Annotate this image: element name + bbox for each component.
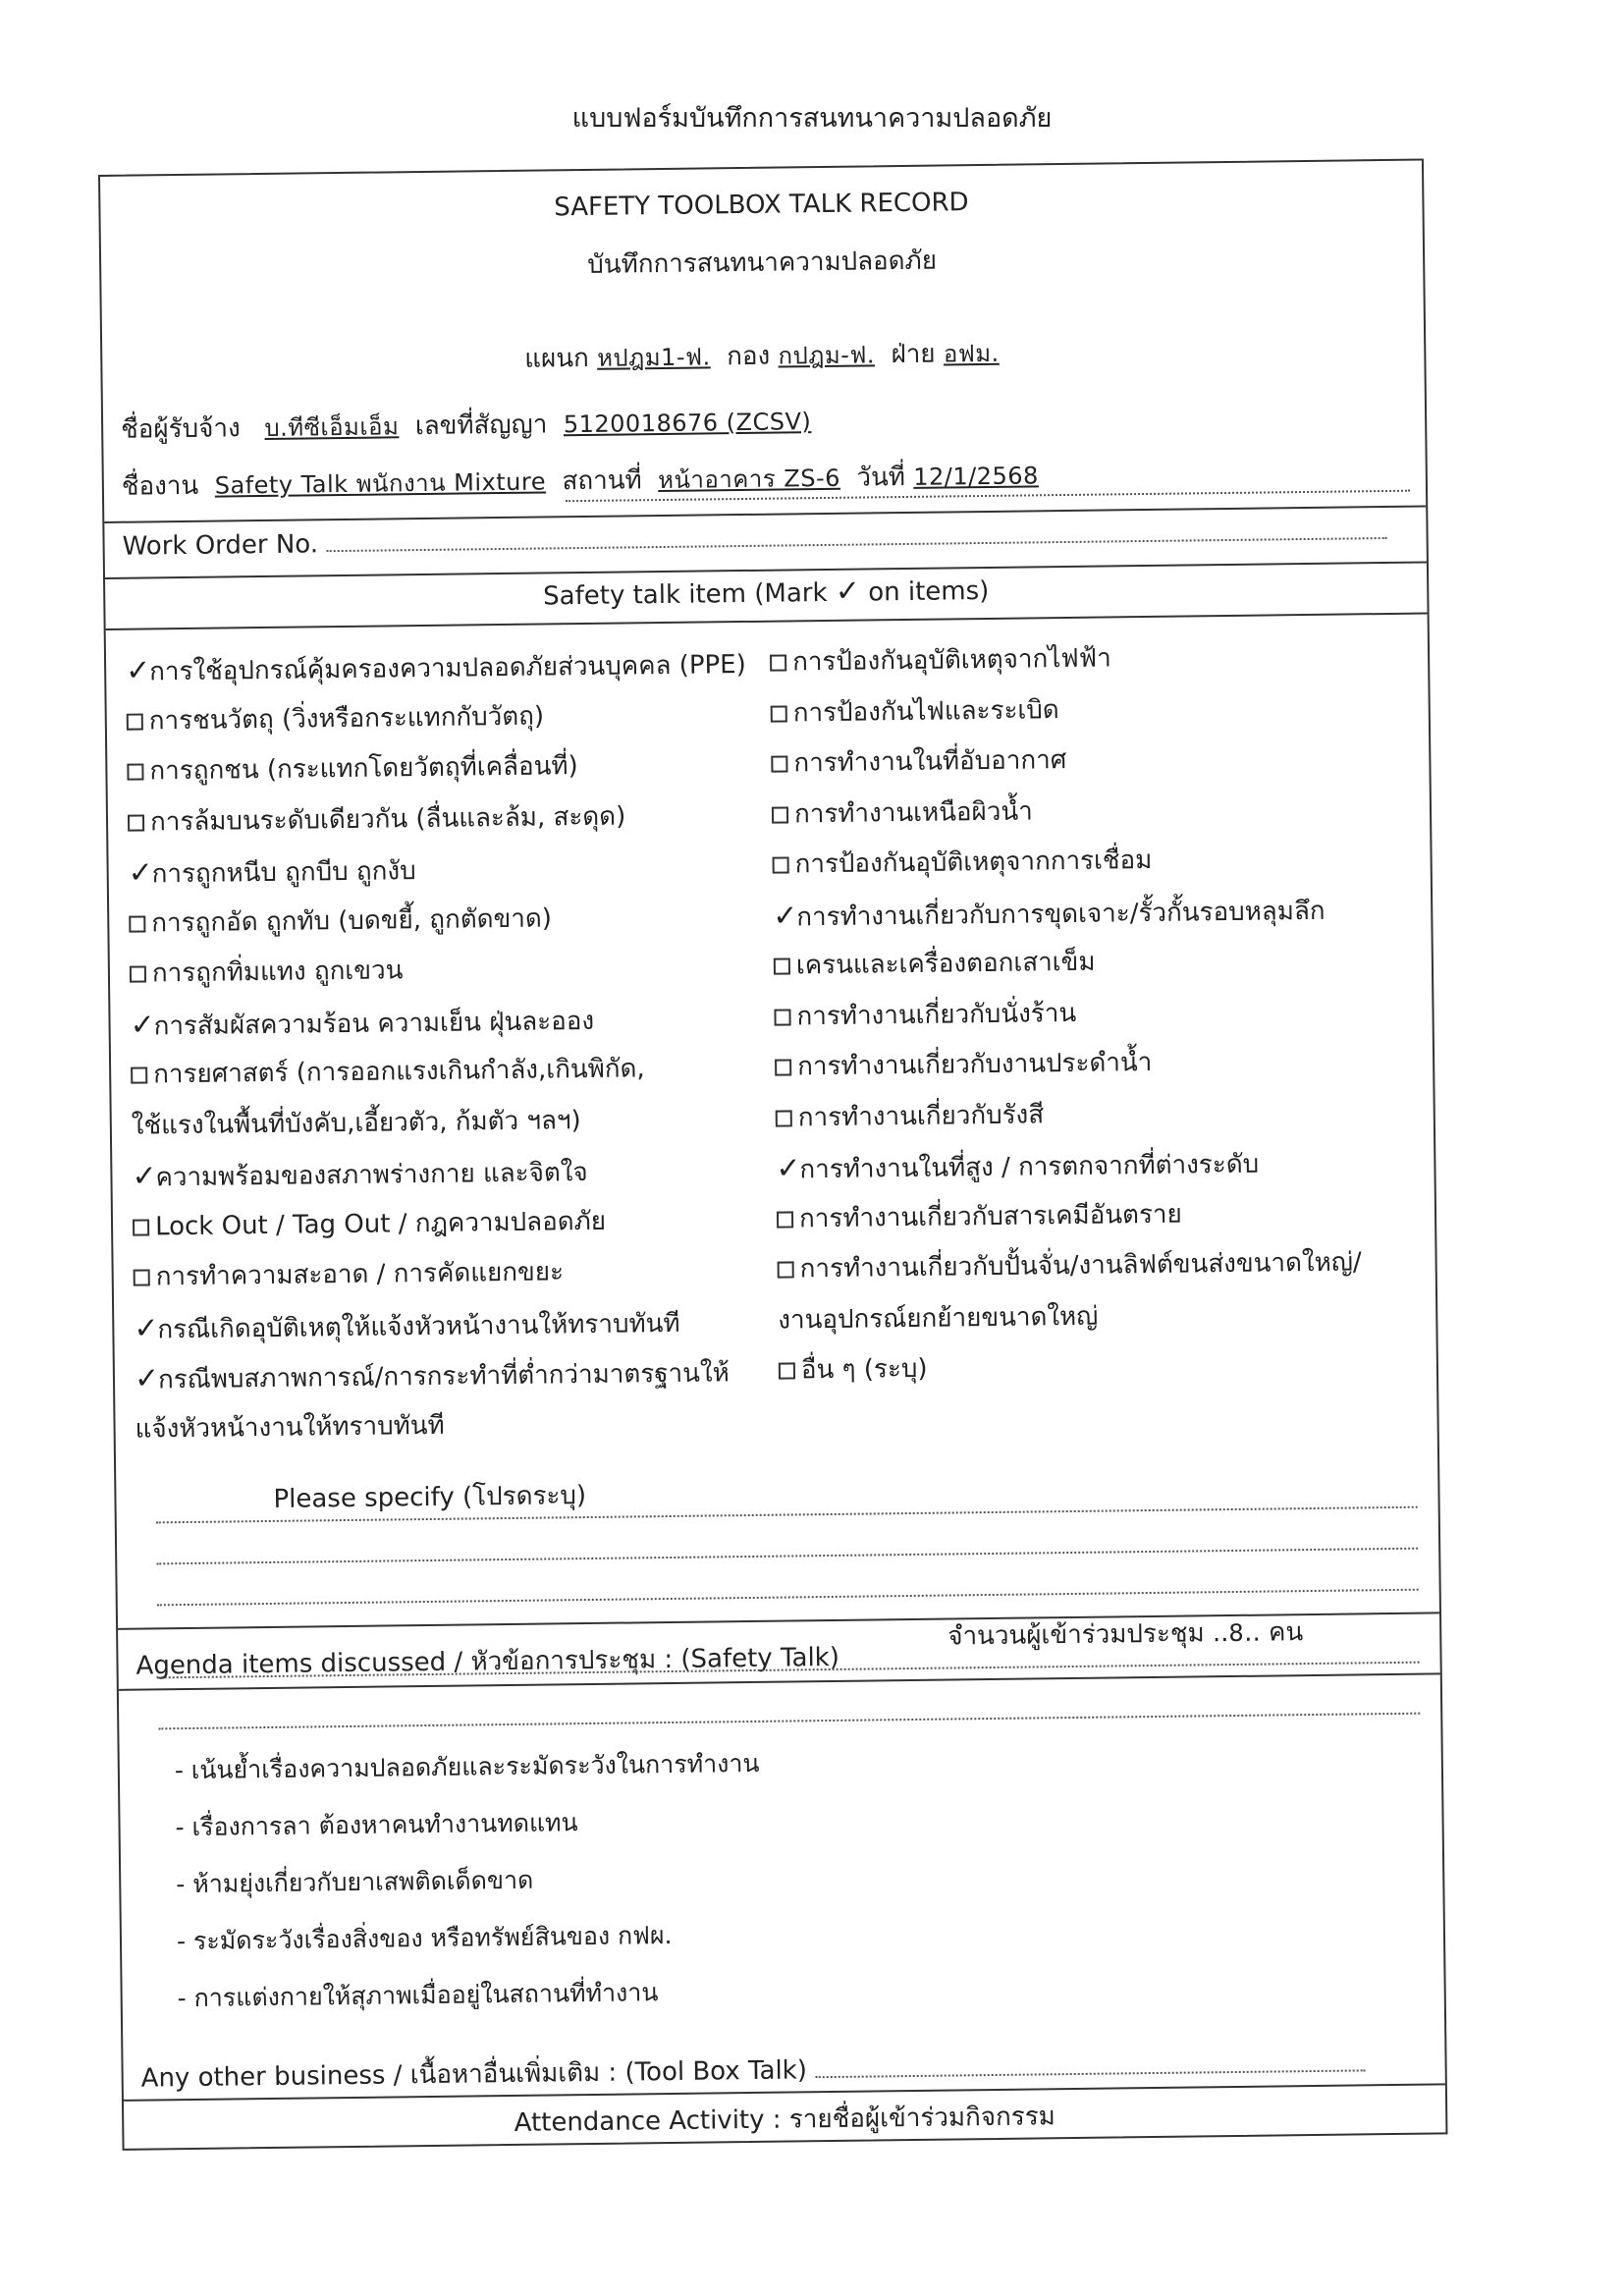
agenda-item: - เรื่องการลา ต้องหาคนทำงานทดแทน: [175, 1808, 578, 1842]
safety-item-label: งานอุปกรณ์ยกย้ายขนาดใหญ่: [778, 1301, 1099, 1336]
left-safety-items: [126, 638, 756, 1455]
safety-item-label: การทำงานในที่สูง / การตกจากที่ต่างระดับ: [799, 1149, 1260, 1185]
safety-item[interactable]: [132, 1144, 752, 1202]
job-value: Safety Talk พนักงาน Mixture: [214, 467, 547, 500]
safety-item-label: แจ้งหัวหน้างานให้ทราบทันที: [135, 1410, 445, 1445]
work-order-field[interactable]: [326, 533, 1386, 552]
date-label: วันที่: [856, 462, 906, 493]
checkbox[interactable]: [771, 755, 787, 772]
attendees-unit: คน: [1268, 1617, 1304, 1648]
safety-item[interactable]: [775, 1035, 1360, 1093]
safety-item[interactable]: [134, 1295, 754, 1353]
checkbox[interactable]: [779, 1362, 795, 1379]
safety-item-label: การสัมผัสความร้อน ความเย็น ฝุ่นละออง: [153, 1006, 595, 1041]
safety-item[interactable]: [135, 1346, 755, 1404]
checkbox[interactable]: [131, 1066, 147, 1083]
safety-item[interactable]: [126, 688, 746, 746]
safety-item[interactable]: [771, 732, 1356, 790]
safety-item-label: การทำงานเหนือผิวน้ำ: [793, 795, 1033, 829]
safety-item-label: การถูกอัด ถูกทับ (บดขยี้, ถูกตัดขาด): [151, 902, 553, 938]
safety-item-label: การป้องกันอุบัติเหตุจากไฟฟ้า: [791, 643, 1111, 678]
safety-item-label: การป้องกันอุบัติเหตุจากการเชื่อม: [794, 845, 1153, 880]
checkbox[interactable]: [776, 1110, 792, 1126]
safety-item-label: การชนวัตถุ (วิ่งหรือกระแทกกับวัตถุ): [148, 700, 545, 736]
contract-no-value: 5120018676 (ZCSV): [563, 408, 812, 439]
attendees-value: 8: [1228, 1618, 1245, 1648]
date-value: 12/1/2568: [913, 462, 1039, 491]
check-icon: ✓: [132, 1159, 157, 1194]
safety-item-label: เครนและเครื่องตอกเสาเข็ม: [795, 947, 1096, 981]
safety-item[interactable]: [773, 884, 1358, 942]
work-order-row: [122, 517, 1386, 562]
safety-item: [132, 1093, 752, 1151]
contractor-value: บ.ทีซีเอ็มเอ็ม: [264, 412, 400, 442]
attendees-label: จำนวนผู้เข้าร่วมประชุม: [947, 1618, 1205, 1652]
safety-item-label: การทำงานเกี่ยวกับสารเคมีอันตราย: [798, 1199, 1182, 1233]
safety-item-label: การป้องกันไฟและระเบิด: [792, 694, 1059, 728]
safety-item[interactable]: [130, 992, 750, 1050]
form-title-en: SAFETY TOOLBOX TALK RECORD: [554, 188, 969, 223]
safety-item[interactable]: [770, 682, 1355, 739]
checkbox[interactable]: [775, 1059, 791, 1075]
safety-item[interactable]: [128, 841, 748, 899]
safety-item: [135, 1396, 755, 1454]
safety-item[interactable]: [130, 942, 750, 1000]
location-label: สถานที่: [562, 465, 642, 497]
safety-item[interactable]: [775, 1086, 1360, 1144]
other-business-row: [140, 2043, 1365, 2098]
safety-item[interactable]: [772, 833, 1357, 891]
attendees-row: จำนวนผู้เข้าร่วมประชุม ..8.. คน: [947, 1617, 1304, 1652]
page-title: แบบฟอร์มบันทึกการสนทนาความปลอดภัย: [571, 103, 1053, 134]
check-icon: ✓: [125, 653, 151, 688]
check-icon: ✓: [773, 898, 798, 934]
department-value: อฟม.: [943, 339, 1000, 368]
safety-item[interactable]: [131, 1043, 751, 1101]
other-business-field[interactable]: [815, 2065, 1365, 2078]
safety-item[interactable]: [776, 1136, 1361, 1194]
checkbox[interactable]: [134, 1269, 150, 1285]
right-safety-items: [770, 630, 1363, 1396]
safety-item-label: การทำงานเกี่ยวกับการขุดเจาะ/รั้วกั้นรอบหลุมลึก: [796, 896, 1326, 932]
safety-item-label: การใช้อุปกรณ์คุ้มครองความปลอดภัยส่วนบุคคล (PPE): [149, 649, 746, 687]
toolbox-talk-form: [98, 159, 1447, 2151]
section-value: หปฎม1-ฟ.: [596, 343, 711, 372]
safety-item[interactable]: [777, 1187, 1362, 1245]
agenda-label: Agenda items discussed / หัวข้อการประชุม : (Safety Talk): [135, 1642, 840, 1681]
section-label: แผนก: [524, 343, 590, 374]
division-label: กอง: [726, 341, 771, 372]
please-specify-label: Please specify (โปรดระบุ): [273, 1481, 587, 1514]
safety-item[interactable]: [772, 783, 1357, 841]
safety-item[interactable]: [126, 638, 746, 696]
safety-item-label: ความพร้อมของสภาพร่างกาย และจิตใจ: [155, 1157, 588, 1193]
safety-item-label: กรณีพบสภาพการณ์/การกระทำที่ต่ำกว่ามาตรฐานให้: [157, 1358, 730, 1395]
safety-item-label: การทำงานในที่อับอากาศ: [793, 744, 1067, 779]
safety-item-label: การถูกทิ่มแทง ถูกเขวน: [151, 956, 404, 989]
agenda-item: - การแต่งกายให้สุภาพเมื่ออยู่ในสถานที่ทำงาน: [177, 1978, 659, 2013]
checkbox[interactable]: [773, 856, 789, 873]
checkbox[interactable]: [777, 1211, 793, 1228]
safety-item[interactable]: [770, 630, 1355, 688]
division-value: กปฎม-ฟ.: [778, 341, 876, 370]
agenda-item: - ห้ามยุ่งเกี่ยวกับยาเสพติดเด็ดขาด: [176, 1865, 534, 1899]
checkbox[interactable]: [127, 713, 143, 730]
safety-item[interactable]: [133, 1245, 753, 1303]
contract-no-label: เลขที่สัญญา: [414, 410, 548, 442]
checkbox[interactable]: [774, 957, 790, 974]
checkbox[interactable]: [130, 965, 146, 982]
safety-item[interactable]: [774, 985, 1359, 1043]
check-icon: ✓: [130, 1007, 155, 1043]
safety-item-label: การทำงานเกี่ยวกับรังสี: [797, 1099, 1045, 1132]
safety-item[interactable]: [128, 790, 748, 847]
safety-item-label: การทำงานเกี่ยวกับปั้นจั่น/งานลิฟต์ขนส่งขนาดใหญ่/: [799, 1247, 1362, 1285]
checkbox[interactable]: [127, 763, 143, 780]
safety-item[interactable]: [133, 1194, 753, 1252]
safety-item[interactable]: [779, 1339, 1364, 1396]
safety-item-label: การล้มบนระดับเดียวกัน (ลื่นและล้ม, สะดุด): [149, 800, 626, 837]
safety-item-label: กรณีเกิดอุบัติเหตุให้แจ้งหัวหน้างานให้ทราบทันที: [157, 1308, 680, 1344]
specify-line-2[interactable]: [156, 1548, 1418, 1565]
job-label: ชื่องาน: [121, 470, 199, 502]
agenda-item: - ระมัดระวังเรื่องสิ่งของ หรือทรัพย์สินของ กฟผ.: [176, 1920, 673, 1956]
checkbox[interactable]: [128, 814, 144, 831]
safety-item-label: อื่น ๆ (ระบุ): [800, 1353, 928, 1386]
attendance-label: Attendance Activity : รายชื่อผู้เข้าร่วมกิจกรรม: [514, 2102, 1056, 2138]
agenda-dotted-line: [158, 1713, 1420, 1730]
safety-item-label: การยศาสตร์ (การออกแรงเกินกำลัง,เกินพิกัด,: [153, 1054, 645, 1090]
check-icon: ✓: [835, 574, 861, 609]
location-value: หน้าอาคาร ZS-6: [658, 464, 841, 495]
safety-item-label: การทำความสะอาด / การคัดแยกขยะ: [155, 1257, 565, 1292]
check-icon: ✓: [134, 1310, 159, 1346]
job-row: [122, 455, 1039, 506]
checkbox[interactable]: [774, 1009, 790, 1025]
safety-item-label: ใช้แรงในพื้นที่บังคับ,เอี้ยวตัว, ก้มตัว ฯลฯ): [131, 1105, 581, 1141]
safety-item-label: การทำงานเกี่ยวกับงานประดำน้ำ: [796, 1047, 1153, 1082]
work-order-label: Work Order No.: [122, 529, 319, 562]
checkbox[interactable]: [770, 654, 786, 671]
safety-item[interactable]: [774, 934, 1359, 992]
contract-row: [121, 401, 812, 450]
check-icon: ✓: [128, 855, 154, 891]
checkbox[interactable]: [772, 806, 788, 823]
safety-item[interactable]: [129, 891, 749, 949]
checkbox[interactable]: [778, 1261, 794, 1278]
checkbox[interactable]: [771, 705, 787, 722]
department-label: ฝ่าย: [891, 339, 936, 370]
safety-item-label: การถูกหนีบ ถูกบีบ ถูกงับ: [151, 856, 416, 890]
safety-item[interactable]: [777, 1237, 1362, 1295]
org-row: [524, 333, 1000, 379]
check-icon: ✓: [776, 1151, 801, 1186]
safety-item[interactable]: [127, 739, 747, 797]
check-icon: ✓: [134, 1361, 160, 1396]
other-business-label: Any other business / เนื้อหาอื่นเพิ่มเติม : (Tool Box Talk): [140, 2055, 808, 2094]
checkbox[interactable]: [133, 1219, 149, 1235]
contractor-label: ชื่อผู้รับจ้าง: [120, 413, 241, 445]
safety-item-label: Lock Out / Tag Out / กฎความปลอดภัย: [154, 1206, 607, 1241]
safety-item-label: การทำงานเกี่ยวกับนั่งร้าน: [796, 998, 1077, 1031]
form-title-th: บันทึกการสนทนาความปลอดภัย: [587, 246, 938, 280]
specify-line-3[interactable]: [157, 1589, 1419, 1607]
checkbox[interactable]: [129, 915, 145, 932]
agenda-item: - เน้นย้ำเรื่องความปลอดภัยและระมัดระวังในการทำงาน: [174, 1748, 760, 1785]
safety-item: [778, 1288, 1363, 1346]
safety-item-label: การถูกชน (กระแทกโดยวัตถุที่เคลื่อนที่): [149, 751, 578, 787]
safety-items-heading: Safety talk item (Mark ✓ on items): [543, 574, 990, 612]
